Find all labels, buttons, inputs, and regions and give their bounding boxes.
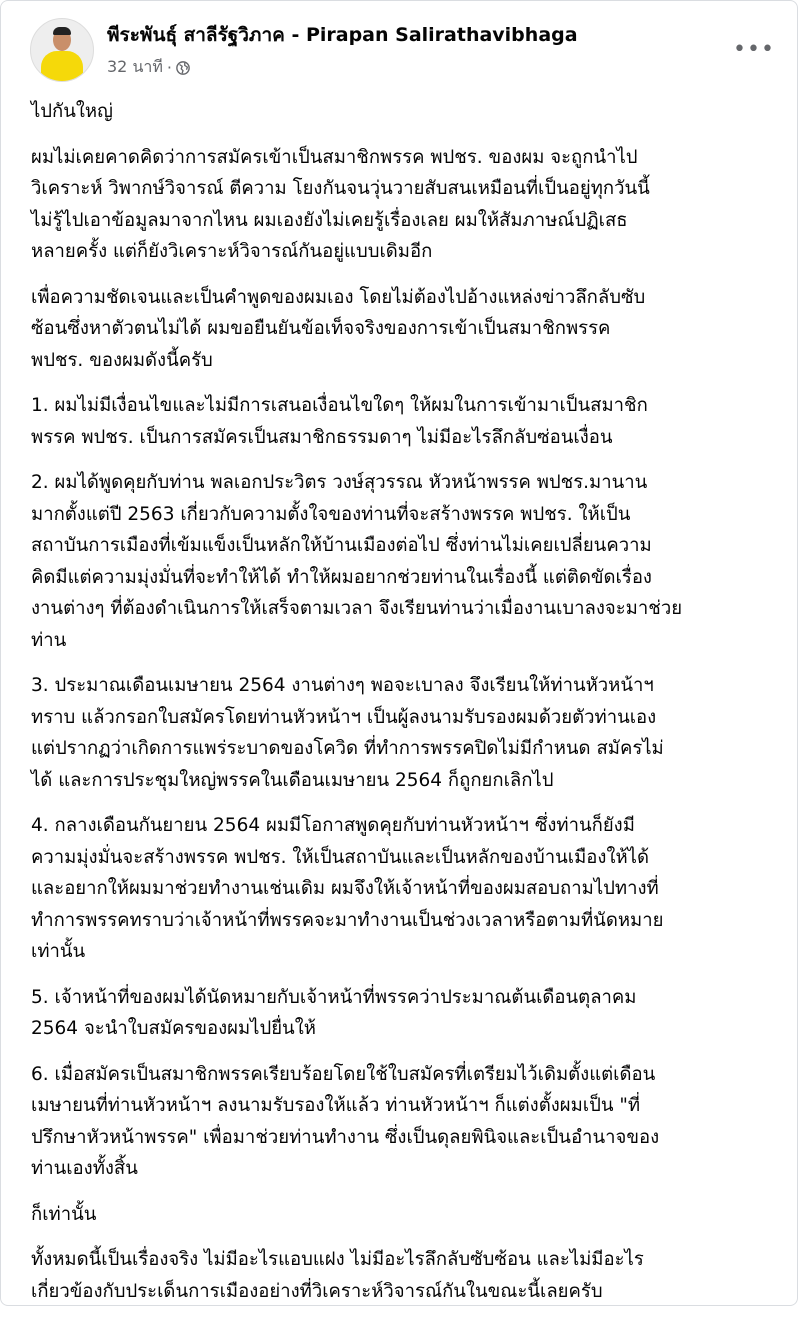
paragraph-line: งานต่างๆ ที่ต้องดำเนินการให้เสร็จตามเวลา จึงเรียนท่านว่าเมื่องานเบาลงจะมาช่วย [31,598,683,619]
meta-separator: · [166,58,173,77]
paragraph-line: ไม่รู้ไปเอาข้อมูลมาจากไหน ผมเองยังไม่เคยรู้เรื่องเลย ผมให้สัมภาษณ์ปฏิเสธ [31,209,628,231]
paragraph-line: ก็เท่านั้น [31,1203,97,1225]
paragraph-line: ได้ และการประชุมใหญ่พรรคในเดือนเมษายน 2564 ก็ถูกยกเลิกไป [31,769,554,791]
post-meta [107,55,190,80]
paragraph-line: และอยากให้ผมมาช่วยทำงานเช่นเดิม ผมจึงให้เจ้าหน้าที่ของผมสอบถามไปทางที่ [31,878,659,899]
paragraph-line: หลายครั้ง แต่ก็ยังวิเคราะห์วิจารณ์กันอยู่แบบเดิมอีก [31,241,433,262]
paragraph-line: เกี่ยวข้องกับประเด็นการเมืองอย่างที่วิเคราะห์วิจารณ์กันในขณะนี้เลยครับ [31,1280,603,1302]
post-paragraph [31,982,791,1045]
post-paragraph [31,282,791,377]
paragraph-line: ผมไม่เคยคาดคิดว่าการสมัครเข้าเป็นสมาชิกพรรค พปชร. ของผม จะถูกนำไป [31,146,638,168]
paragraph-line: เมษายนที่ท่านหัวหน้าฯ ลงนามรับรองให้แล้ว ท่านหัวหน้าฯ ก็แต่งตั้งผมเป็น "ที่ [31,1095,641,1116]
paragraph-line: ซ้อนซึ่งหาตัวตนไม่ได้ ผมขอยืนยันข้อเท็จจริงของการเข้าเป็นสมาชิกพรรค [31,318,611,339]
paragraph-line: 2564 จะนำใบสมัครของผมไปยื่นให้ [31,1018,316,1039]
paragraph-line: 2. ผมได้พูดคุยกับท่าน พลเอกประวิตร วงษ์สุวรรณ หัวหน้าพรรค พปชร.มานาน [31,472,648,493]
more-options-button[interactable]: ••• [733,37,775,62]
paragraph-line: 1. ผมไม่มีเงื่อนไขและไม่มีการเสนอเงื่อนไขใดๆ ให้ผมในการเข้ามาเป็นสมาชิก [31,395,648,416]
post-paragraph [31,390,791,453]
paragraph-line: วิเคราะห์ วิพากษ์วิจารณ์ ตีความ โยงกันจนวุ่นวายสับสนเหมือนที่เป็นอยู่ทุกวันนี้ [31,178,650,199]
paragraph-line: 6. เมื่อสมัครเป็นสมาชิกพรรคเรียบร้อยโดยใช้ใบสมัครที่เตรียมไว้เดิมตั้งแต่เดือน [31,1063,656,1085]
paragraph-line: ปรึกษาหัวหน้าพรรค" เพื่อมาช่วยท่านทำงาน ซึ่งเป็นดุลยพินิจและเป็นอำนาจของ [31,1126,660,1148]
paragraph-line: สถาบันการเมืองที่เข้มแข็งเป็นหลักให้บ้านเมืองต่อไป ซึ่งท่านไม่เคยเปลี่ยนความ [31,535,652,556]
post-paragraph [31,810,791,968]
paragraph-line: พปชร. ของผมดังนี้ครับ [31,349,213,371]
avatar-hair [53,27,71,35]
paragraph-line: ทราบ แล้วกรอกใบสมัครโดยท่านหัวหน้าฯ เป็นผู้ลงนามรับรองผมด้วยตัวท่านเอง [31,706,657,728]
post-paragraph [31,1244,791,1307]
avatar-shirt [41,51,83,82]
post-body [31,96,791,1321]
paragraph-line: ความมุ่งมั่นจะสร้างพรรค พปชร. ให้เป็นสถาบันและเป็นหลักของบ้านเมืองให้ได้ [31,846,649,868]
post-time[interactable]: 32 นาที [107,57,163,76]
paragraph-line: ทั้งหมดนี้เป็นเรื่องจริง ไม่มีอะไรแอบแฝง ไม่มีอะไรลึกลับซับซ้อน และไม่มีอะไร [31,1249,644,1270]
paragraph-line: 5. เจ้าหน้าที่ของผมได้นัดหมายกับเจ้าหน้าที่พรรคว่าประมาณต้นเดือนตุลาคม [31,986,637,1008]
author-name[interactable]: พีระพันธุ์ สาลีรัฐวิภาค - Pirapan Salirathavibhaga [107,24,578,46]
author-avatar[interactable] [30,18,94,82]
paragraph-line: 4. กลางเดือนกันยายน 2564 ผมมีโอกาสพูดคุยกับท่านหัวหน้าฯ ซึ่งท่านก็ยังมี [31,815,635,836]
globe-icon [176,61,190,75]
post-paragraph [31,1059,791,1185]
paragraph-line: ไปกันใหญ่ [31,101,113,122]
paragraph-line: ทำการพรรคทราบว่าเจ้าหน้าที่พรรคจะมาทำงานเป็นช่วงเวลาหรือตามที่นัดหมาย [31,909,664,931]
paragraph-line: แต่ปรากฏว่าเกิดการแพร่ระบาดของโควิด ที่ทำการพรรคปิดไม่มีกำหนด สมัครไม่ [31,738,664,759]
post-paragraph [31,1199,791,1231]
paragraph-line: เท่านั้น [31,941,86,962]
paragraph-line: คิดมีแต่ความมุ่งมั่นที่จะทำให้ได้ ทำให้ผมอยากช่วยท่านในเรื่องนี้ แต่ติดขัดเรื่อง [31,566,652,588]
paragraph-line: เพื่อความชัดเจนและเป็นคำพูดของผมเอง โดยไม่ต้องไปอ้างแหล่งข่าวลึกลับซับ [31,286,646,308]
post-paragraph [31,467,791,656]
paragraph-line: 3. ประมาณเดือนเมษายน 2564 งานต่างๆ พอจะเบาลง จึงเรียนให้ท่านหัวหน้าฯ [31,675,654,696]
post-paragraph [31,142,791,268]
paragraph-line: ท่าน [31,629,67,651]
paragraph-line: พรรค พปชร. เป็นการสมัครเป็นสมาชิกธรรมดาๆ ไม่มีอะไรลึกลับซ่อนเงื่อน [31,426,613,448]
paragraph-line: มากตั้งแต่ปี 2563 เกี่ยวกับความตั้งใจของท่านที่จะสร้างพรรค พปชร. ให้เป็น [31,503,631,525]
post-paragraph [31,670,791,796]
paragraph-line: ท่านเองทั้งสิ้น [31,1158,138,1179]
post-paragraph [31,96,791,128]
